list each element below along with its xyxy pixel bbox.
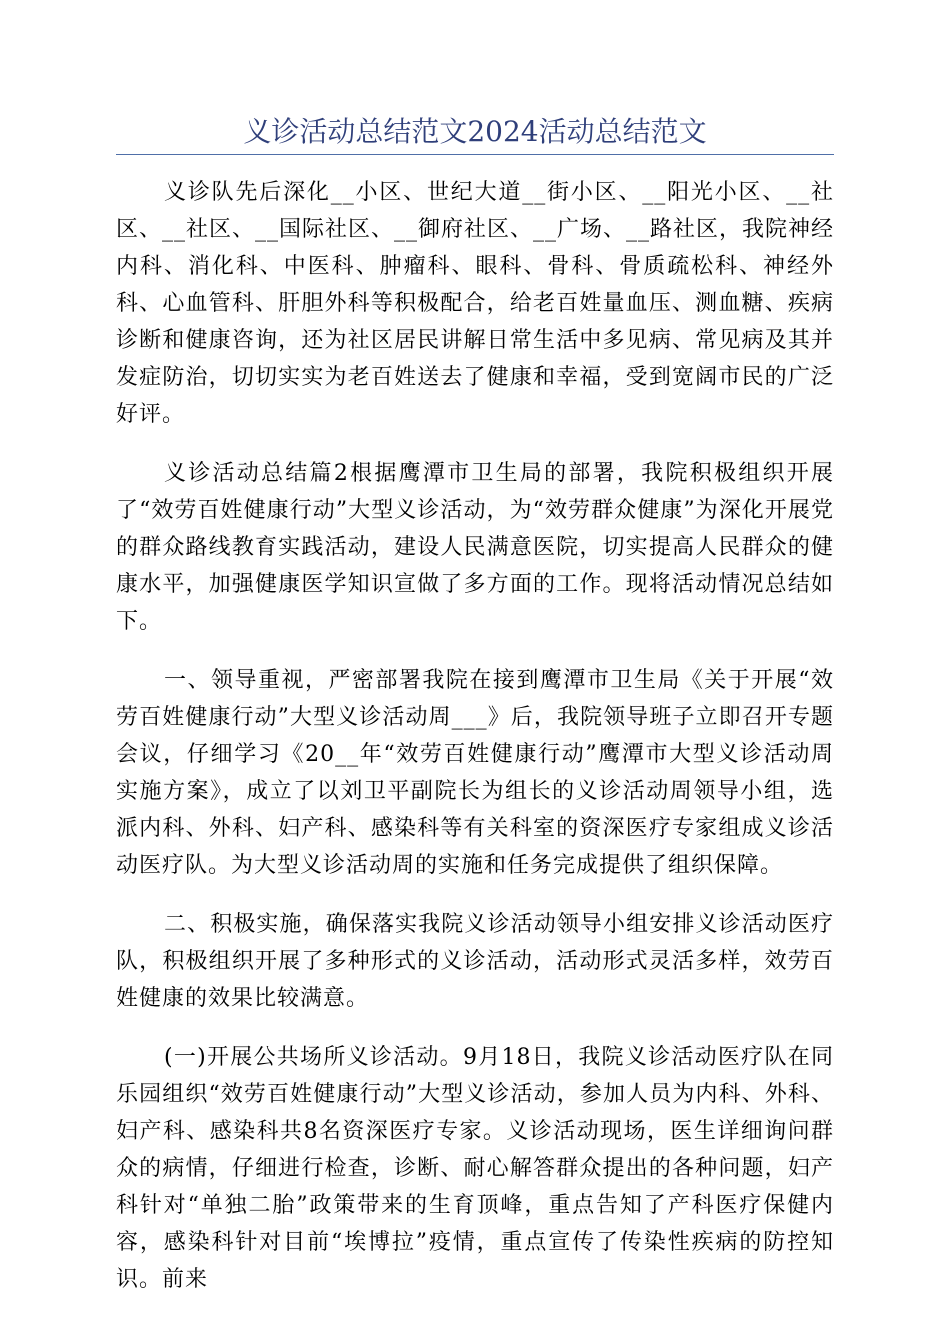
paragraph: (一)开展公共场所义诊活动。9月18日，我院义诊活动医疗队在同乐园组织“效劳百姓健康行动”大型义诊活动，参加人员为内科、外科、妇产科、感染科共8名资深医疗专家。义诊活动现场，医生详细询问群众的病情，仔细进行检查，诊断、耐心解答群众提出的各种问题，妇产科针对“单独二胎”政策带来的生育顶峰，重点告知了产科医疗保健内容，感染科针对目前“埃博拉”疫情，重点宣传了传染性疾病的防控知识。前来: [116, 1045, 834, 1292]
document-body: [116, 174, 834, 1320]
title-divider: [116, 154, 834, 155]
document-title: 义诊活动总结范文2024活动总结范文: [243, 115, 707, 148]
paragraph: 义诊队先后深化__小区、世纪大道__街小区、__阳光小区、__社区、__社区、__国际社区、__御府社区、__广场、__路社区，我院神经内科、消化科、中医科、肿瘤科、眼科、骨科、骨质疏松科、神经外科、心血管科、肝胆外科等积极配合，给老百姓量血压、测血糖、疾病诊断和健康咨询，还为社区居民讲解日常生活中多见病、常见病及其并发症防治，切切实实为老百姓送去了健康和幸福，受到宽阔市民的广泛好评。: [116, 180, 835, 427]
paragraph: 二、积极实施，确保落实我院义诊活动领导小组安排义诊活动医疗队，积极组织开展了多种形式的义诊活动，活动形式灵活多样，效劳百姓健康的效果比较满意。: [116, 912, 834, 1011]
paragraph: 义诊活动总结篇2根据鹰潭市卫生局的部署，我院积极组织开展了“效劳百姓健康行动”大型义诊活动，为“效劳群众健康”为深化开展党的群众路线教育实践活动，建设人民满意医院，切实提高人民群众的健康水平，加强健康医学知识宣做了多方面的工作。现将活动情况总结如下。: [116, 461, 834, 634]
paragraph: 一、领导重视，严密部署我院在接到鹰潭市卫生局《关于开展“效劳百姓健康行动”大型义诊活动周___》后，我院领导班子立即召开专题会议，仔细学习《20__年“效劳百姓健康行动”鹰潭市大型义诊活动周实施方案》，成立了以刘卫平副院长为组长的义诊活动周领导小组，选派内科、外科、妇产科、感染科等有关科室的资深医疗专家组成义诊活动医疗队。为大型义诊活动周的实施和任务完成提供了组织保障。: [116, 668, 834, 878]
